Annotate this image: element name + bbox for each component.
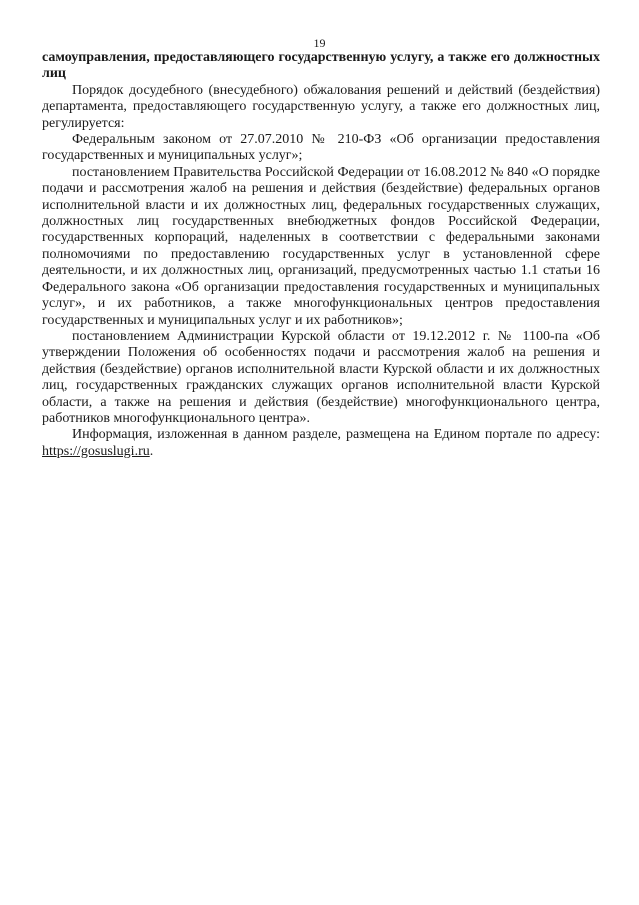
info-suffix: . (149, 443, 154, 459)
paragraph-federal-law: Федеральным законом от 27.07.2010 № 210-ФЗ «Об организации предоставления государственных и муниципальных услуг»; (42, 132, 600, 164)
paragraph-intro: Порядок досудебного (внесудебного) обжалования решений и действий (бездействия) департамента, предоставляющего государственную услугу, а также его должностных лиц, регулируется: (42, 82, 600, 131)
paragraph-info (42, 427, 600, 460)
page-number: 19 (313, 36, 326, 50)
paragraph-government-resolution: постановлением Правительства Российской Федерации от 16.08.2012 № 840 «О порядке подачи и рассмотрения жалоб на решения и действия (бездействие) федеральных органов исполнительной власти и их должностных лиц, федеральных государственных служащих, должностных лиц государственных внебюджетных фондов Российской Федерации, государственных корпораций, наделенных в соответствии с федеральными законами полномочиями по предоставлению государственных услуг в установленной сфере деятельности, и их должностных лиц, организаций, предусмотренных частью 1.1 статьи 16 Федерального закона «Об организации предоставления государственных и муниципальных услуг», и их работников, а также многофункциональных центров предоставления государственных и муниципальных услуг и их работников»; (42, 164, 600, 328)
info-text: Информация, изложенная в данном разделе, размещена на Едином портале по адресу: (72, 427, 600, 443)
document-body (42, 50, 600, 460)
gosuslugi-link[interactable]: https://gosuslugi.ru (42, 443, 150, 459)
paragraph-regional-resolution: постановлением Администрации Курской области от 19.12.2012 г. № 1100-па «Об утверждении Положения об особенностях подачи и рассмотрения жалоб на решения и действия (бездействие) органов исполнительной власти Курской области и их должностных лиц, государственных гражданских служащих органов исполнительной власти Курской области, а также на решения и действия (бездействие) многофункционального центра, работников многофункционального центра». (42, 328, 600, 426)
section-heading: самоуправления, предоставляющего государственную услугу, а также его должностных лиц (42, 50, 600, 82)
